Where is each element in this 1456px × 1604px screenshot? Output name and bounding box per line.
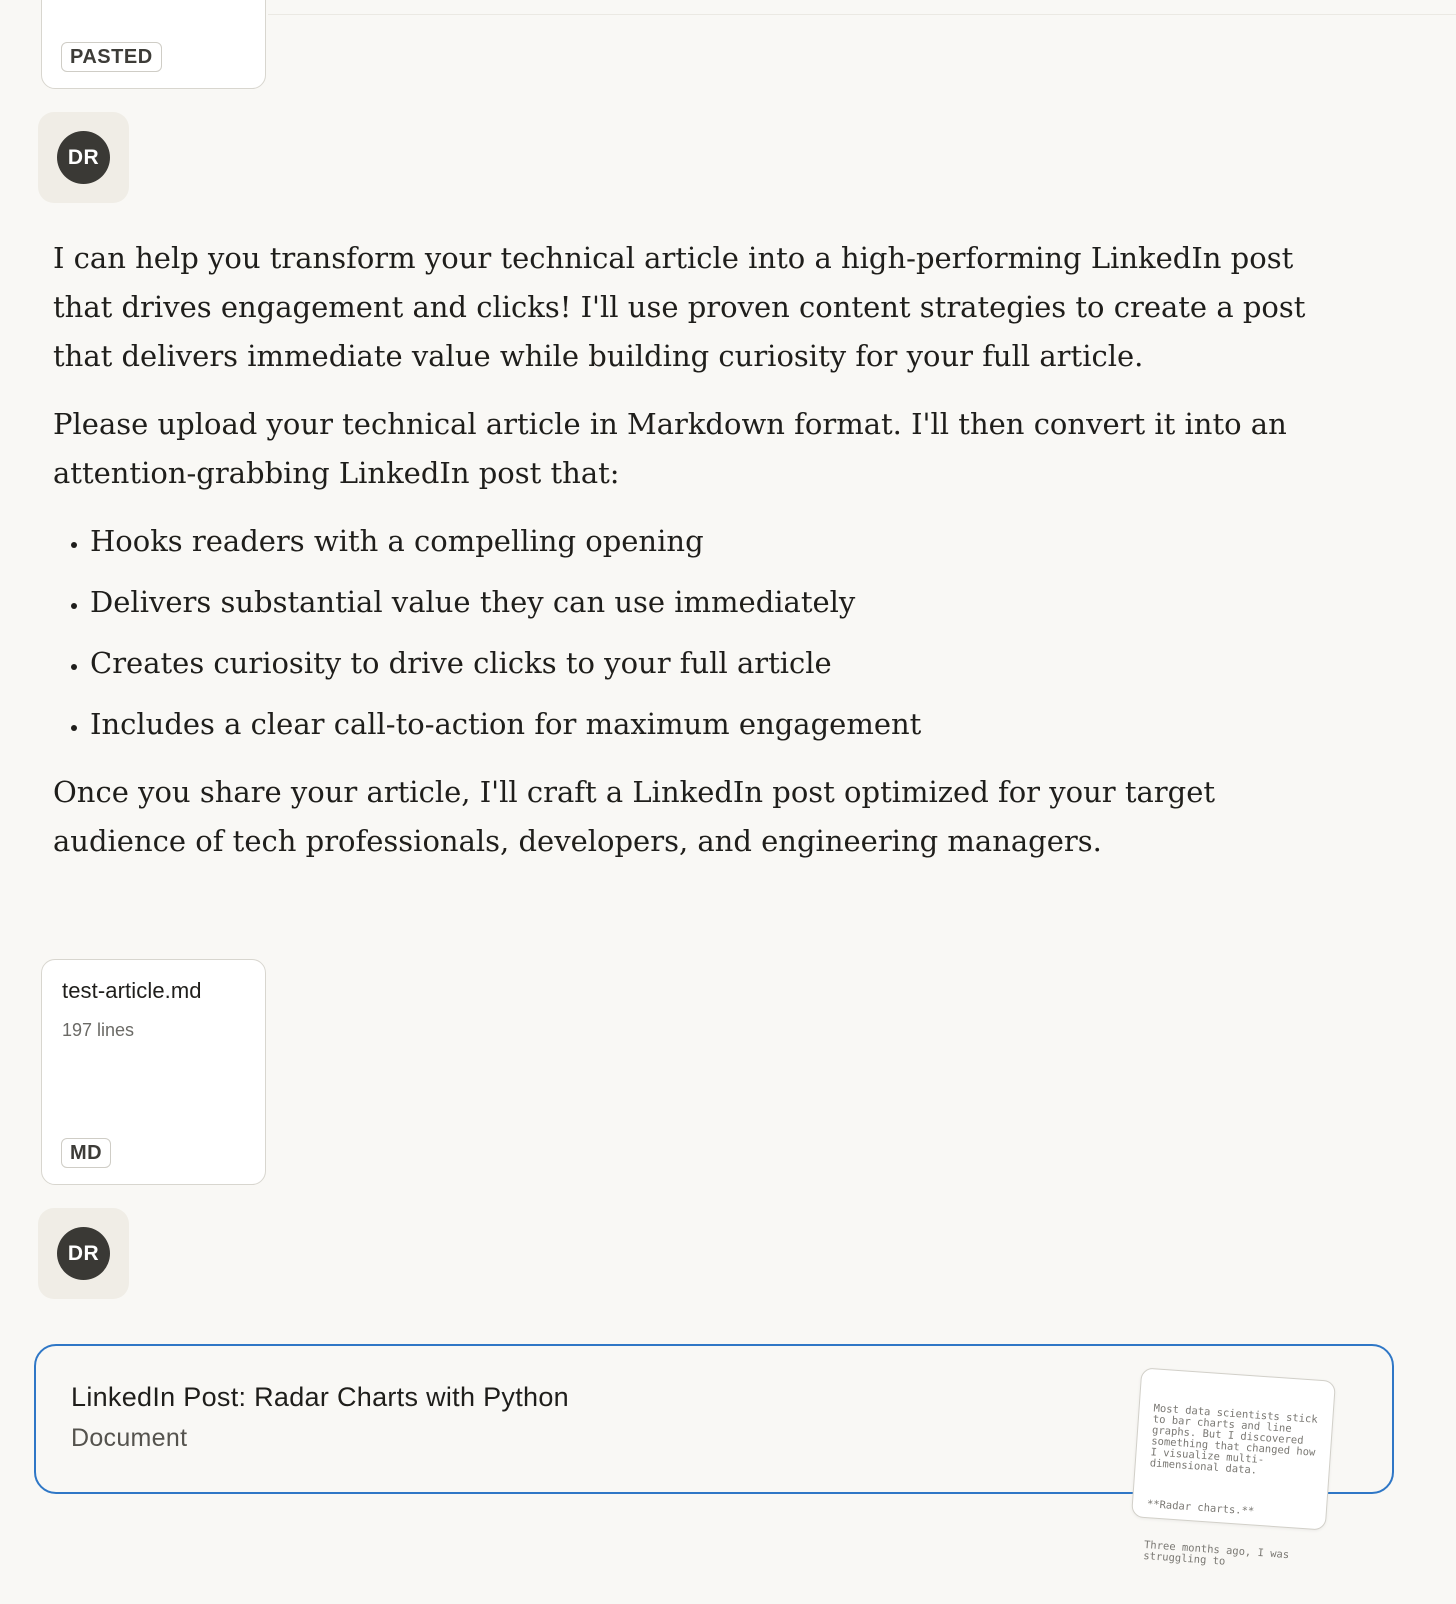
file-name: test-article.md [62, 978, 202, 1003]
list-item: • Hooks readers with a compelling opening [90, 517, 1353, 566]
assistant-avatar-container [38, 112, 129, 203]
preview-paragraph: Three months ago, I was struggling to [1142, 1539, 1296, 1568]
preview-paragraph: Most data scientists stick to bar charts and line graphs. But I discovered something that changed how I visualize multi-dimensional data. [1149, 1402, 1325, 1477]
top-divider [268, 14, 1456, 15]
list-item: • Delivers substantial value they can use immediately [90, 578, 1353, 627]
file-attachment-card[interactable] [41, 959, 266, 1185]
message-paragraph-2: Please upload your technical article in Markdown format. I'll then convert it into an attention-grabbing LinkedIn post that: [53, 407, 1287, 490]
artifact-preview-thumbnail [1131, 1367, 1336, 1568]
assistant-avatar-container [38, 1208, 129, 1299]
pasted-badge: PASTED [61, 42, 162, 72]
file-type-badge: MD [61, 1138, 111, 1168]
pasted-attachment-card[interactable] [41, 0, 266, 89]
message-paragraph-1: I can help you transform your technical article into a high-performing LinkedIn post that drives engagement and clicks! I'll use proven content strategies to create a post that delivers immediate value while building curiosity for your full article. [53, 241, 1306, 373]
message-bullet-list [53, 517, 1353, 749]
list-item: • Includes a clear call-to-action for maximum engagement [90, 700, 1353, 749]
file-line-count: 197 lines [62, 1020, 135, 1040]
artifact-title: LinkedIn Post: Radar Charts with Python [71, 1382, 569, 1412]
artifact-type: Document [71, 1424, 188, 1452]
assistant-message [53, 234, 1353, 885]
artifact-document-card[interactable] [34, 1344, 1394, 1568]
message-paragraph-3: Once you share your article, I'll craft a LinkedIn post optimized for your target audience of tech professionals, developers, and engineering managers. [53, 775, 1216, 858]
list-item: • Creates curiosity to drive clicks to your full article [90, 639, 1353, 688]
avatar: DR [57, 1227, 110, 1280]
avatar: DR [57, 131, 110, 184]
preview-paragraph: **Radar charts.** [1146, 1498, 1255, 1518]
